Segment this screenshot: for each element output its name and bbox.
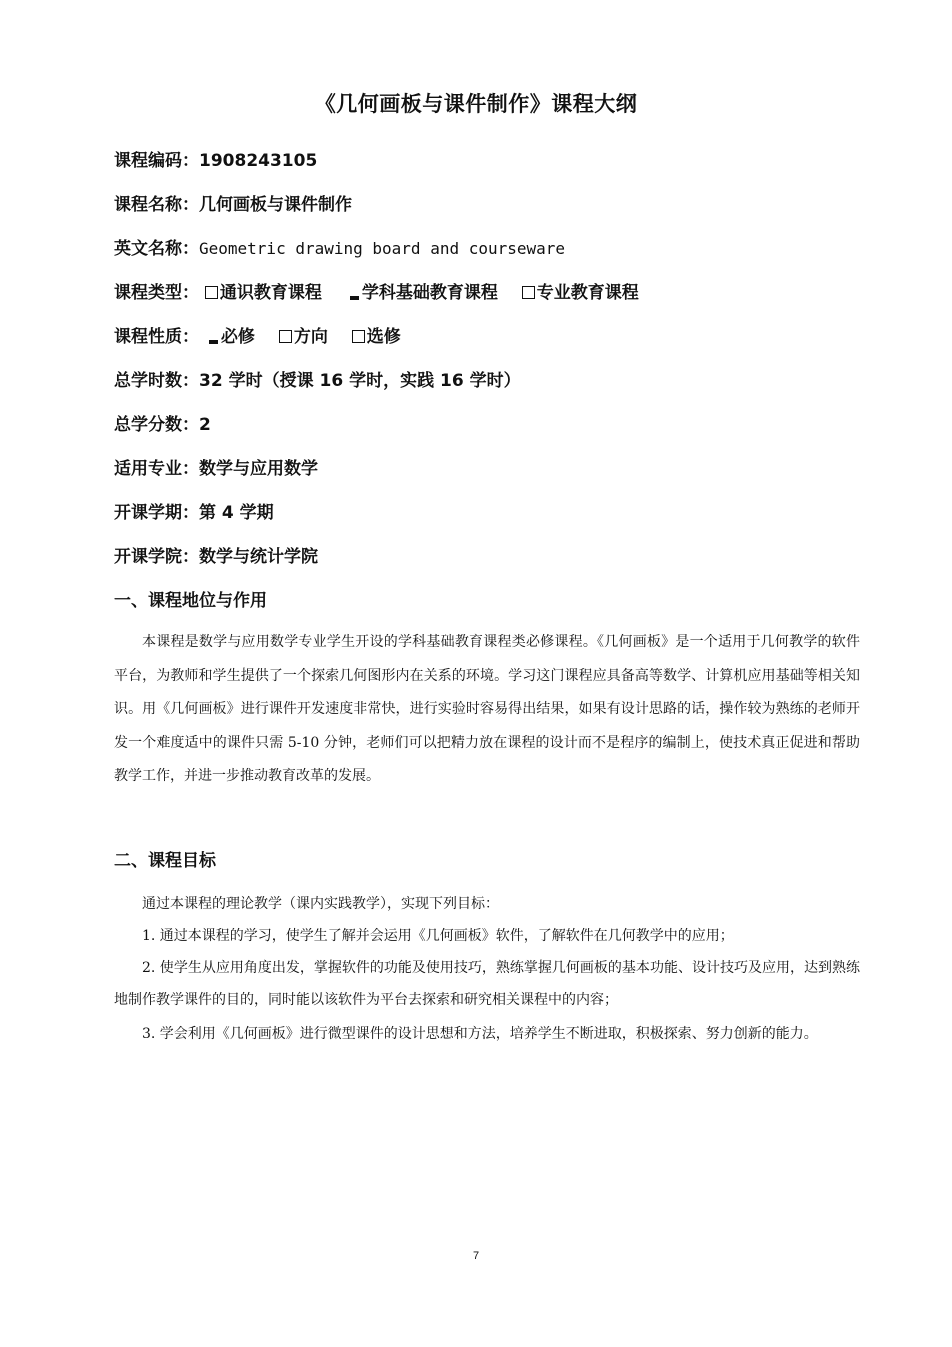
section-1-body: 本课程是数学与应用数学专业学生开设的学科基础教育课程类必修课程。《几何画板》是一个适用于几何教学的软件平台，为教师和学生提供了一个探索几何图形内在关系的环境。学习这门课程应具备高等数学、计算机应用基础等相关知识。用《几何画板》进行课件开发速度非常快，进行实验时容易得出结果，如果有设计思路的话，操作较为熟练的老师开发一个难度适中的课件只需 5-10 分钟，老师们可以把精力放在课程的设计而不是程序的编制上，使技术真正促进和帮助教学工作，并进一步推动教育改革的发展。 <box>114 634 860 784</box>
nature-option-direction-label: 方向 <box>293 327 328 347</box>
semester-row <box>114 499 274 527</box>
english-name-row <box>114 235 565 263</box>
section-2-heading: 二、课程目标 <box>114 851 216 871</box>
objective-item-3: 3. 学会利用《几何画板》进行微型课件的设计思想和方法，培养学生不断进取，积极探索、努力创新的能力。 <box>142 1026 818 1042</box>
course-type-label: 课程类型： <box>114 283 199 303</box>
total-hours-label: 总学时数： <box>114 371 199 391</box>
checkbox-checked-icon <box>350 296 359 300</box>
college-value: 数学与统计学院 <box>199 547 318 567</box>
type-option-general-label: 通识教育课程 <box>219 283 322 303</box>
type-option-foundation-label: 学科基础教育课程 <box>361 283 498 303</box>
course-nature-row <box>114 323 419 351</box>
total-credits-row <box>114 411 211 439</box>
major-label: 适用专业： <box>114 459 199 479</box>
nature-option-elective[interactable] <box>352 323 401 351</box>
nature-option-direction[interactable] <box>279 323 328 351</box>
major-row <box>114 455 318 483</box>
course-type-row <box>114 279 657 307</box>
course-code-row <box>114 147 317 175</box>
checkbox-empty-icon <box>205 286 218 299</box>
section-2-intro: 通过本课程的理论教学（课内实践教学），实现下列目标： <box>142 896 499 912</box>
total-credits-label: 总学分数： <box>114 415 199 435</box>
nature-option-required[interactable] <box>205 323 255 351</box>
type-option-foundation[interactable] <box>346 279 498 307</box>
course-name-row <box>114 191 352 219</box>
college-label: 开课学院： <box>114 547 199 567</box>
course-nature-label: 课程性质： <box>114 327 199 347</box>
objective-item-2: 2. 使学生从应用角度出发，掌握软件的功能及使用技巧，熟练掌握几何画板的基本功能、设计技巧及应用，达到熟练地制作教学课件的目的，同时能以该软件为平台去探索和研究相关课程中的内容； <box>114 960 860 1008</box>
total-hours-value: 32 学时（授课 16 学时，实践 16 学时） <box>199 371 521 391</box>
type-option-professional[interactable] <box>522 279 639 307</box>
major-value: 数学与应用数学 <box>199 459 318 479</box>
checkbox-empty-icon <box>279 330 292 343</box>
english-name-value: Geometric drawing board and courseware <box>199 239 566 258</box>
course-name-label: 课程名称： <box>114 195 199 215</box>
course-code-value: 1908243105 <box>199 151 318 171</box>
page-number: 7 <box>472 1250 480 1262</box>
type-option-general[interactable] <box>205 279 322 307</box>
objective-item-1: 1. 通过本课程的学习，使学生了解并会运用《几何画板》软件，了解软件在几何教学中的应用； <box>142 928 734 944</box>
total-credits-value: 2 <box>199 415 211 435</box>
checkbox-checked-icon <box>209 340 218 344</box>
checkbox-empty-icon <box>352 330 365 343</box>
semester-value: 第 4 学期 <box>199 503 274 523</box>
course-name-value: 几何画板与课件制作 <box>199 195 352 215</box>
total-hours-row <box>114 367 521 395</box>
college-row <box>114 543 318 571</box>
type-option-professional-label: 专业教育课程 <box>536 283 639 303</box>
nature-option-elective-label: 选修 <box>366 327 401 347</box>
course-code-label: 课程编码： <box>114 151 199 171</box>
section-1-heading: 一、课程地位与作用 <box>114 591 267 611</box>
document-title: 《几何画板与课件制作》课程大纲 <box>314 92 638 116</box>
nature-option-required-label: 必修 <box>220 327 255 347</box>
checkbox-empty-icon <box>522 286 535 299</box>
semester-label: 开课学期： <box>114 503 199 523</box>
english-name-label: 英文名称： <box>114 239 199 259</box>
